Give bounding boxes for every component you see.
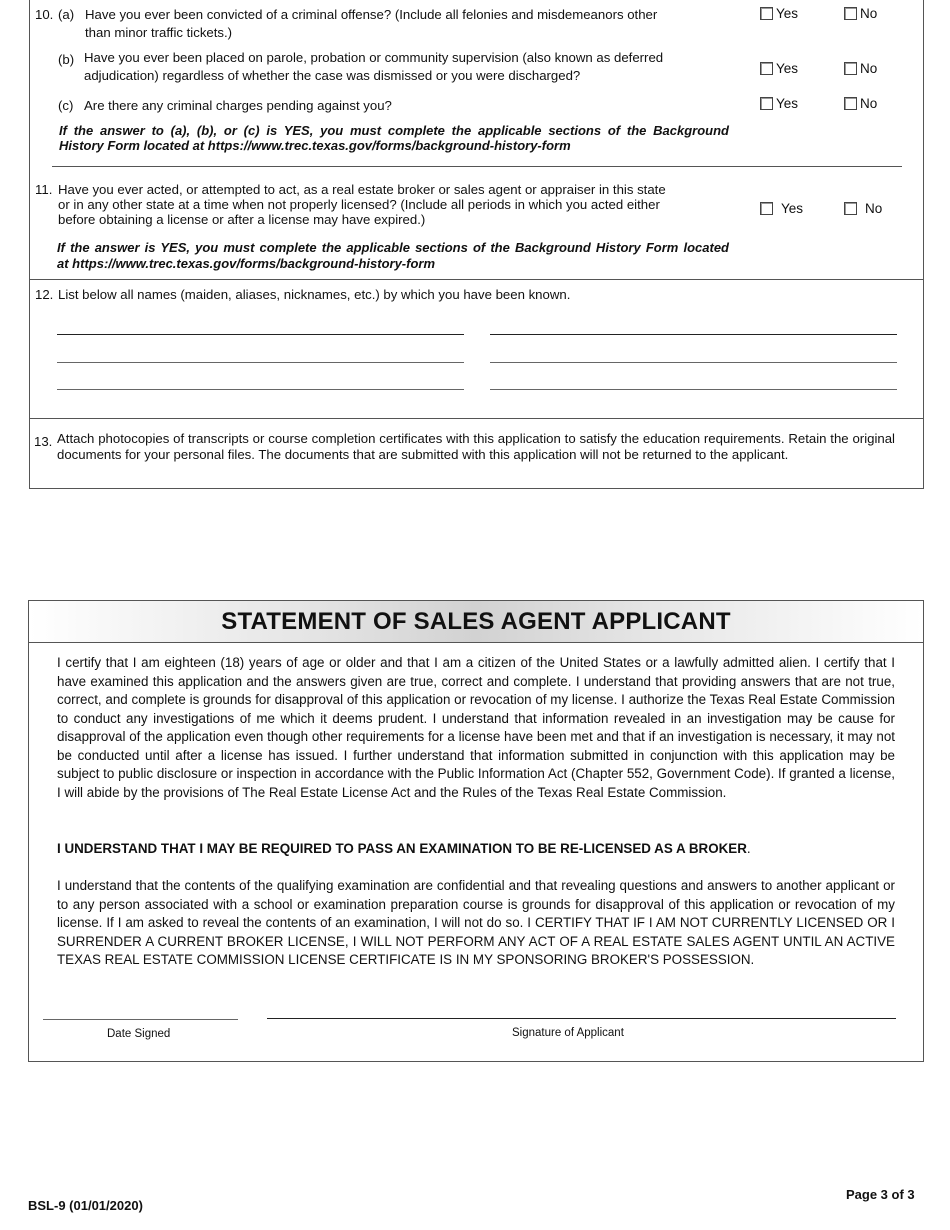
- no-label: No: [865, 201, 883, 216]
- q11-text-line1: Have you ever acted, or attempted to act, as a real estate broker or sales agent or appraiser in this state: [58, 182, 666, 197]
- page-number: Page 3 of 3: [846, 1187, 915, 1202]
- signature-label: Signature of Applicant: [512, 1027, 624, 1039]
- checkbox-square-icon: [760, 62, 773, 75]
- statement-para2-end: .: [746, 841, 751, 856]
- checkbox-square-icon: [760, 202, 773, 215]
- checkbox-square-icon: [760, 97, 773, 110]
- form-id: BSL-9 (01/01/2020): [28, 1198, 143, 1213]
- date-signed-line[interactable]: [43, 1019, 238, 1020]
- no-label: No: [860, 6, 878, 21]
- name-line-6[interactable]: [490, 389, 897, 390]
- q11-number: 11.: [35, 182, 53, 197]
- yes-label: Yes: [776, 96, 799, 111]
- q10-divider: [52, 166, 902, 167]
- q13-number: 13.: [34, 434, 53, 449]
- signature-line[interactable]: [267, 1018, 896, 1019]
- name-line-5[interactable]: [57, 389, 464, 390]
- no-label: No: [860, 61, 878, 76]
- q10c-no-checkbox[interactable]: [844, 95, 877, 112]
- q10c-text: Are there any criminal charges pending against you?: [84, 98, 392, 113]
- q10a-label: (a): [58, 7, 75, 22]
- q10c-yes-checkbox[interactable]: [760, 95, 798, 112]
- q12-text: List below all names (maiden, aliases, nicknames, etc.) by which you have been known.: [58, 287, 571, 302]
- checkbox-square-icon: [844, 97, 857, 110]
- statement-para1: I certify that I am eighteen (18) years of age or older and that I am a citizen of the United States or a lawfully admitted alien. I certify that I have examined this application and the answers given are true, correct and complete. I understand that providing answers that are not true, correct, and complete is grounds for disapproval of this application or revocation of my license. I authorize the Texas Real Estate Commission to conduct any investigations of me which it deems prudent. I understand that information revealed in an investigation may be cause for disapproval of the application even though other requirements for a license have been met and that if an investigation is necessary, it may not be conducted until after a license has issued. I further understand that information submitted in conjunction with this application may be subject to public disclosure or inspection in accordance with the Public Information Act (Chapter 552, Government Code). If granted a license, I will abide by the provisions of The Real Estate License Act and the Rules of the Texas Real Estate Commission.: [57, 655, 895, 800]
- q11-divider: [30, 279, 923, 280]
- name-line-2[interactable]: [490, 334, 897, 335]
- yes-label: Yes: [776, 61, 799, 76]
- q12-divider: [30, 418, 923, 419]
- checkbox-square-icon: [844, 7, 857, 20]
- q10c-label: (c): [58, 98, 74, 113]
- q12-number: 12.: [35, 287, 54, 302]
- q10b-text-line1: Have you ever been placed on parole, probation or community supervision (also known as deferred: [84, 50, 664, 65]
- q10a-text-line2: than minor traffic tickets.): [85, 25, 233, 40]
- q10b-label: (b): [58, 52, 75, 67]
- statement-para2: [57, 840, 895, 859]
- q11-note-line1: If the answer is YES, you must complete the applicable sections of the Background History Form located: [57, 240, 729, 255]
- statement-title: STATEMENT OF SALES AGENT APPLICANT: [29, 601, 923, 643]
- q11-no-checkbox[interactable]: [844, 200, 882, 217]
- name-line-4[interactable]: [490, 362, 897, 363]
- q10b-yes-checkbox[interactable]: [760, 60, 798, 77]
- name-line-3[interactable]: [57, 362, 464, 363]
- q10a-no-checkbox[interactable]: [844, 5, 877, 22]
- q11-text-line3: before obtaining a license or after a license may have expired.): [58, 212, 426, 227]
- yes-label: Yes: [776, 6, 799, 21]
- name-line-1[interactable]: [57, 334, 464, 335]
- no-label: No: [860, 96, 878, 111]
- q10a-yes-checkbox[interactable]: [760, 5, 798, 22]
- q10-note-line2: History Form located at https://www.trec.texas.gov/forms/background-history-form: [59, 138, 571, 153]
- date-signed-label: Date Signed: [107, 1028, 171, 1040]
- yes-label: Yes: [781, 201, 804, 216]
- statement-para3: I understand that the contents of the qualifying examination are confidential and that revealing questions and answers to another applicant or to any person associated with a school or examination preparation course is grounds for disapproval of this application or revocation of my license. If I am asked to reveal the contents of an examination, I will not do so. I CERTIFY THAT IF I AM NOT CURRENTLY LICENSED OR I SURRENDER A CURRENT BROKER LICENSE, I WILL NOT PERFORM ANY ACT OF A REAL ESTATE SALES AGENT UNTIL AN ACTIVE TEXAS REAL ESTATE COMMISSION LICENSE CERTIFICATE IS IN MY SPONSORING BROKER'S POSSESSION.: [57, 878, 895, 967]
- q10a-text-line1: Have you ever been convicted of a criminal offense? (Include all felonies and misdemeanors other: [85, 7, 658, 22]
- checkbox-square-icon: [760, 7, 773, 20]
- q11-yes-checkbox[interactable]: [760, 200, 803, 217]
- q13-text: Attach photocopies of transcripts or course completion certificates with this application to satisfy the education requirements. Retain the original documents for your personal files. The documents that are submitted with this application will not be returned to the applicant.: [57, 431, 895, 462]
- checkbox-square-icon: [844, 202, 857, 215]
- q10-note-line1: If the answer to (a), (b), or (c) is YES, you must complete the applicable sections of the Background: [59, 123, 729, 138]
- statement-para2-bold: I UNDERSTAND THAT I MAY BE REQUIRED TO PASS AN EXAMINATION TO BE RE-LICENSED AS A BROKER: [57, 841, 747, 856]
- q11-text-line2: or in any other state at a time when not properly licensed? (Include all periods in which you acted either: [58, 197, 660, 212]
- q10-number: 10.: [35, 7, 54, 22]
- q11-note-line2: at https://www.trec.texas.gov/forms/background-history-form: [57, 256, 436, 271]
- q10b-no-checkbox[interactable]: [844, 60, 877, 77]
- q10b-text-line2: adjudication) regardless of whether the case was dismissed or you were discharged?: [84, 68, 581, 83]
- checkbox-square-icon: [844, 62, 857, 75]
